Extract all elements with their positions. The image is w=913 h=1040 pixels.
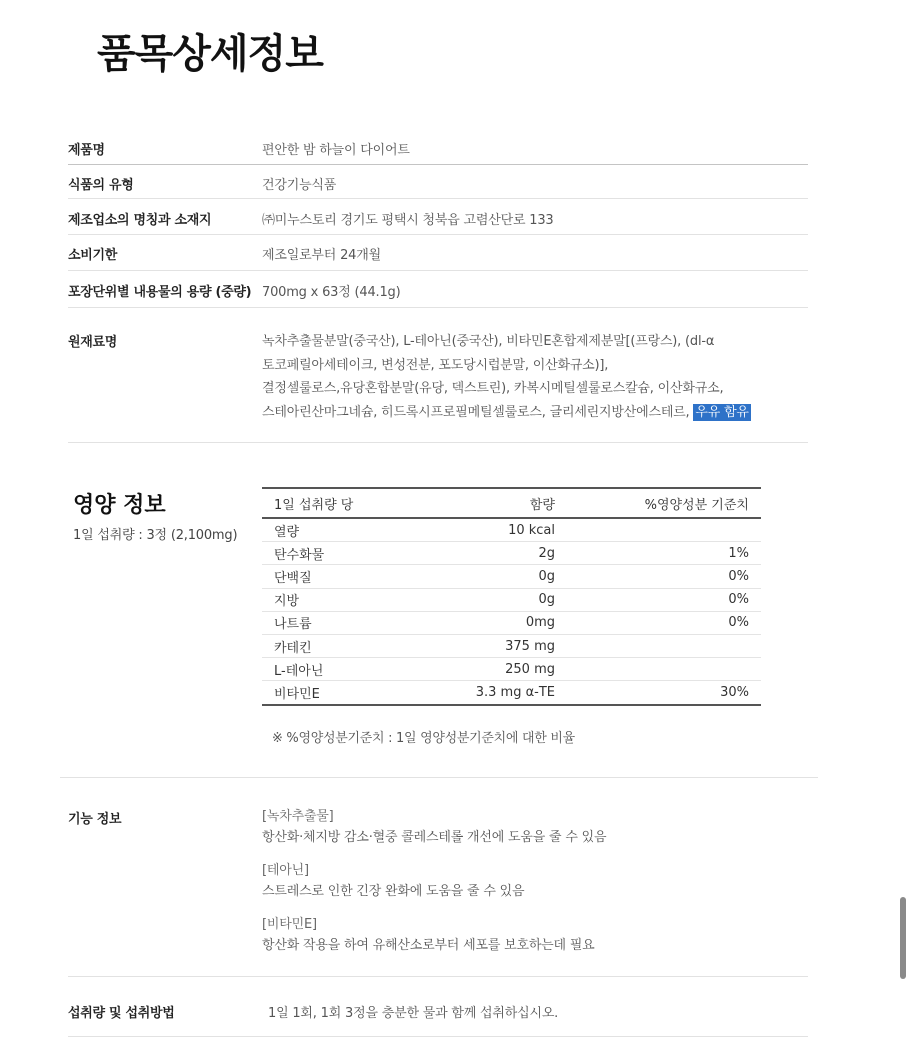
table-row: [262, 565, 761, 588]
nutrient-daily-value: 0%: [567, 565, 761, 588]
info-label: 포장단위별 내용물의 용량 (중량): [68, 285, 252, 300]
nutrient-name: 나트륨: [262, 611, 423, 634]
nutrient-amount: 0g: [423, 565, 567, 588]
function-list: [262, 806, 807, 956]
divider: [68, 976, 808, 977]
nutrient-amount: 375 mg: [423, 634, 567, 657]
nutrient-daily-value: 1%: [567, 542, 761, 565]
divider: [68, 270, 808, 271]
scrollbar-thumb[interactable]: [900, 897, 906, 979]
column-header: 1일 섭취량 당: [262, 488, 423, 518]
table-row: [262, 588, 761, 611]
nutrient-name: 단백질: [262, 565, 423, 588]
nutrient-daily-value: 30%: [567, 681, 761, 705]
function-item-title: [비타민E]: [262, 917, 317, 932]
nutrient-daily-value: [567, 634, 761, 657]
divider: [68, 164, 808, 165]
nutrition-table: [262, 487, 761, 706]
nutrient-amount: 250 mg: [423, 658, 567, 681]
raw-materials-line: 토코페릴아세테이크, 변성전분, 포도당시럽분말, 이산화규소)],: [262, 357, 609, 373]
nutrient-name: 비타민E: [262, 681, 423, 705]
info-value: 건강기능식품: [262, 178, 337, 193]
divider: [68, 1036, 808, 1037]
info-label: 원재료명: [68, 335, 118, 350]
info-label: 제품명: [68, 143, 105, 158]
function-item-desc: 항산화 작용을 하여 유해산소로부터 세포를 보호하는데 필요: [262, 938, 595, 953]
info-label: 섭취량 및 섭취방법: [68, 1006, 175, 1021]
nutrient-amount: 2g: [423, 542, 567, 565]
table-row: [262, 611, 761, 634]
info-label: 식품의 유형: [68, 178, 134, 193]
function-item: [262, 914, 807, 956]
nutrient-amount: 10 kcal: [423, 518, 567, 542]
function-item-title: [녹차추출물]: [262, 809, 334, 824]
nutrient-amount: 0g: [423, 588, 567, 611]
divider: [60, 777, 818, 778]
nutrient-name: 지방: [262, 588, 423, 611]
info-value: 편안한 밤 하늘이 다이어트: [262, 143, 410, 158]
function-item-desc: 항산화·체지방 감소·혈중 콜레스테롤 개선에 도움을 줄 수 있음: [262, 830, 607, 845]
function-item-desc: 스트레스로 인한 긴장 완화에 도움을 줄 수 있음: [262, 884, 525, 899]
nutrient-name: 카테킨: [262, 634, 423, 657]
function-item: [262, 806, 807, 848]
nutrient-amount: 0mg: [423, 611, 567, 634]
nutrition-serving: 1일 섭취량 : 3정 (2,100mg): [73, 528, 238, 543]
info-value: 700mg x 63정 (44.1g): [262, 285, 401, 300]
nutrient-name: 탄수화물: [262, 542, 423, 565]
raw-materials-list: [262, 330, 807, 424]
table-row: [262, 658, 761, 681]
info-value: ㈜미누스토리 경기도 평택시 청북읍 고렴산단로 133: [262, 213, 554, 228]
info-label: 기능 정보: [68, 812, 122, 827]
nutrient-daily-value: [567, 518, 761, 542]
info-value: 1일 1회, 1회 3정을 충분한 물과 함께 섭취하십시오.: [268, 1006, 559, 1021]
divider: [68, 307, 808, 308]
raw-materials-line: 스테아린산마그네슘, 히드록시프로필메틸셀룰로스, 글리세린지방산에스테르,: [262, 404, 690, 420]
nutrient-name: L-테아닌: [262, 658, 423, 681]
milk-allergen-highlight[interactable]: 우유 함유: [695, 404, 749, 420]
table-header-row: [262, 488, 761, 518]
raw-materials-line: 녹차추출물분말(중국산), L-테아닌(중국산), 비타민E혼합제제분말[(프랑스), (dl-α: [262, 334, 715, 349]
nutrient-amount: 3.3 mg α-TE: [423, 681, 567, 705]
raw-materials-line-last: [262, 401, 807, 425]
nutrient-daily-value: 0%: [567, 588, 761, 611]
nutrition-title: 영양 정보: [73, 493, 166, 518]
table-row: [262, 542, 761, 565]
divider: [68, 198, 808, 199]
nutrient-daily-value: [567, 658, 761, 681]
function-item: [262, 860, 807, 902]
nutrition-note: ※ %영양성분기준치 : 1일 영양성분기준치에 대한 비율: [272, 731, 575, 746]
raw-materials-line: 결정셀룰로스,유당혼합분말(유당, 덱스트린), 카복시메틸셀룰로스칼슘, 이산화규소,: [262, 381, 724, 396]
table-row: [262, 681, 761, 705]
info-label: 소비기한: [68, 248, 118, 263]
function-item-title: [테아닌]: [262, 863, 309, 878]
table-row: [262, 518, 761, 542]
column-header: %영양성분 기준치: [567, 488, 761, 518]
nutrient-name: 열량: [262, 518, 423, 542]
nutrient-daily-value: 0%: [567, 611, 761, 634]
info-value: 제조일로부터 24개월: [262, 248, 381, 263]
table-row: [262, 634, 761, 657]
column-header: 함량: [423, 488, 567, 518]
info-label: 제조업소의 명칭과 소재지: [68, 213, 212, 228]
divider: [68, 234, 808, 235]
divider: [68, 442, 808, 443]
page-title: 품목상세정보: [97, 31, 323, 77]
